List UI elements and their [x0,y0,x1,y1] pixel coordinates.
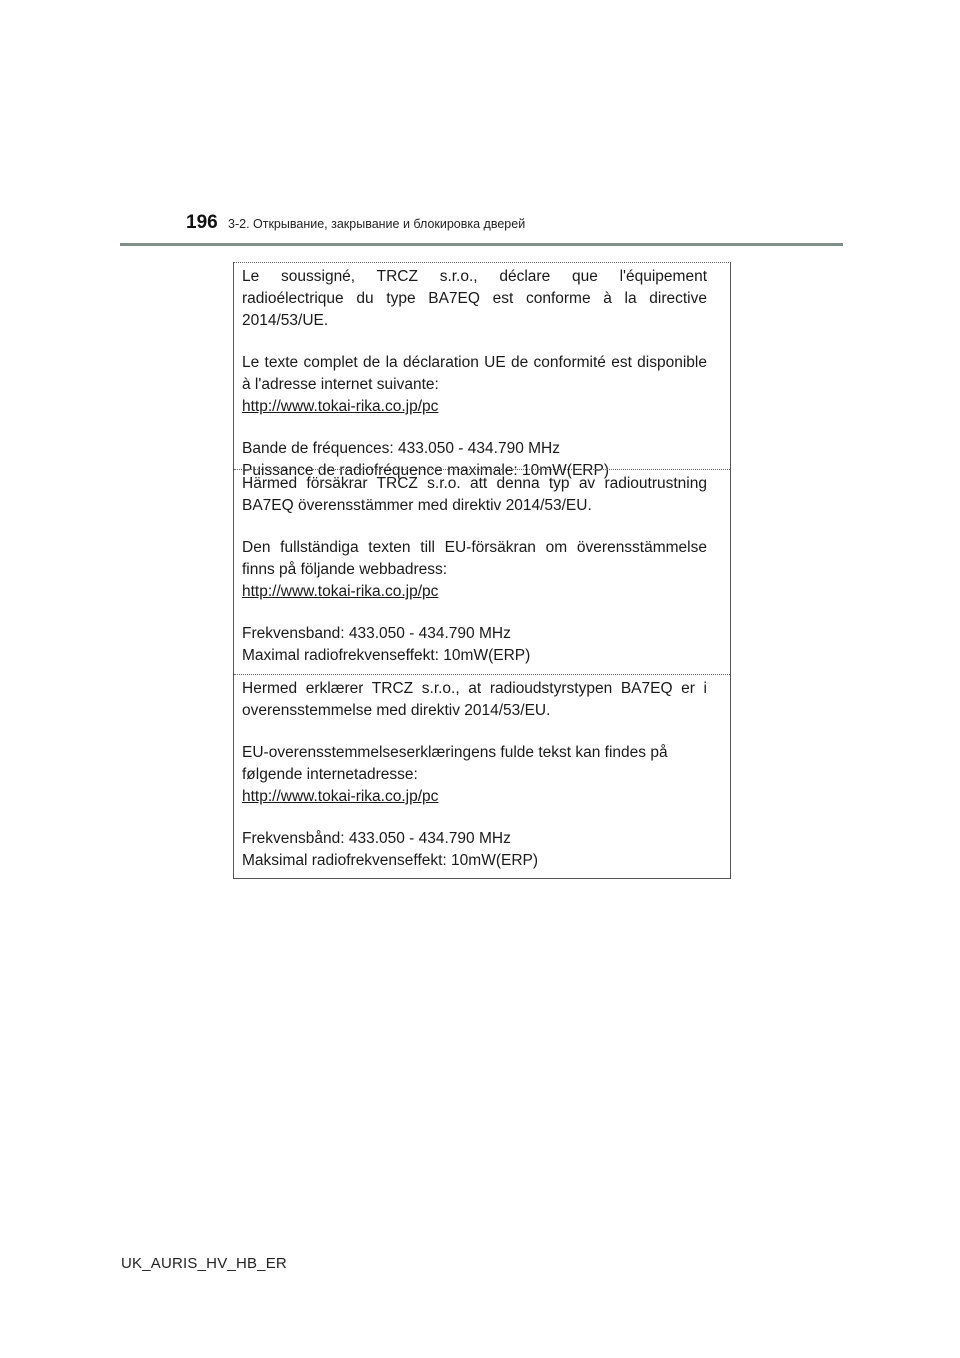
page-number: 196 [186,212,218,233]
frequency-band: Frekvensband: 433.050 - 434.790 MHz [242,625,511,642]
declaration-text: Hermed erklærer TRCZ s.r.o., at radioudstyrstypen BA7EQ er i overensstemmelse med direktiv 2014/53/EU. [242,680,707,719]
document-code: UK_AURIS_HV_HB_ER [121,1255,287,1272]
declaration-section-french [234,263,730,479]
full-text-intro: EU-overensstemmelseserklæringens fulde tekst kan findes på følgende internetadresse: [242,744,668,783]
max-power: Puissance de radiofréquence maximale: 10mW(ERP) [242,462,609,479]
max-power: Maksimal radiofrekvenseffekt: 10mW(ERP) [242,852,539,869]
declaration-box [233,262,731,879]
declaration-section-danish [234,674,730,877]
declaration-url-link[interactable]: http://www.tokai-rika.co.jp/pc [242,788,439,805]
frequency-band: Bande de fréquences: 433.050 - 434.790 MHz [242,440,560,457]
max-power: Maximal radiofrekvenseffekt: 10mW(ERP) [242,647,531,664]
header-rule [120,243,843,246]
page-header [186,212,846,236]
declaration-text: Härmed försäkrar TRCZ s.r.o. att denna typ av radioutrustning BA7EQ överensstämmer med direktiv 2014/53/EU. [242,475,707,514]
full-text-intro: Le texte complet de la déclaration UE de conformité est disponible à l'adresse internet suivante: [242,354,707,393]
declaration-url-link[interactable]: http://www.tokai-rika.co.jp/pc [242,398,439,415]
declaration-section-swedish [234,469,730,674]
declaration-text: Le soussigné, TRCZ s.r.o., déclare que l'équipement radioélectrique du type BA7EQ est conforme à la directive 2014/53/UE. [242,268,707,329]
full-text-intro: Den fullständiga texten till EU-försäkran om överensstämmelse finns på följande webbadress: [242,539,707,578]
declaration-url-link[interactable]: http://www.tokai-rika.co.jp/pc [242,583,439,600]
section-title: 3-2. Открывание, закрывание и блокировка дверей [228,217,526,231]
frequency-band: Frekvensbånd: 433.050 - 434.790 MHz [242,830,511,847]
